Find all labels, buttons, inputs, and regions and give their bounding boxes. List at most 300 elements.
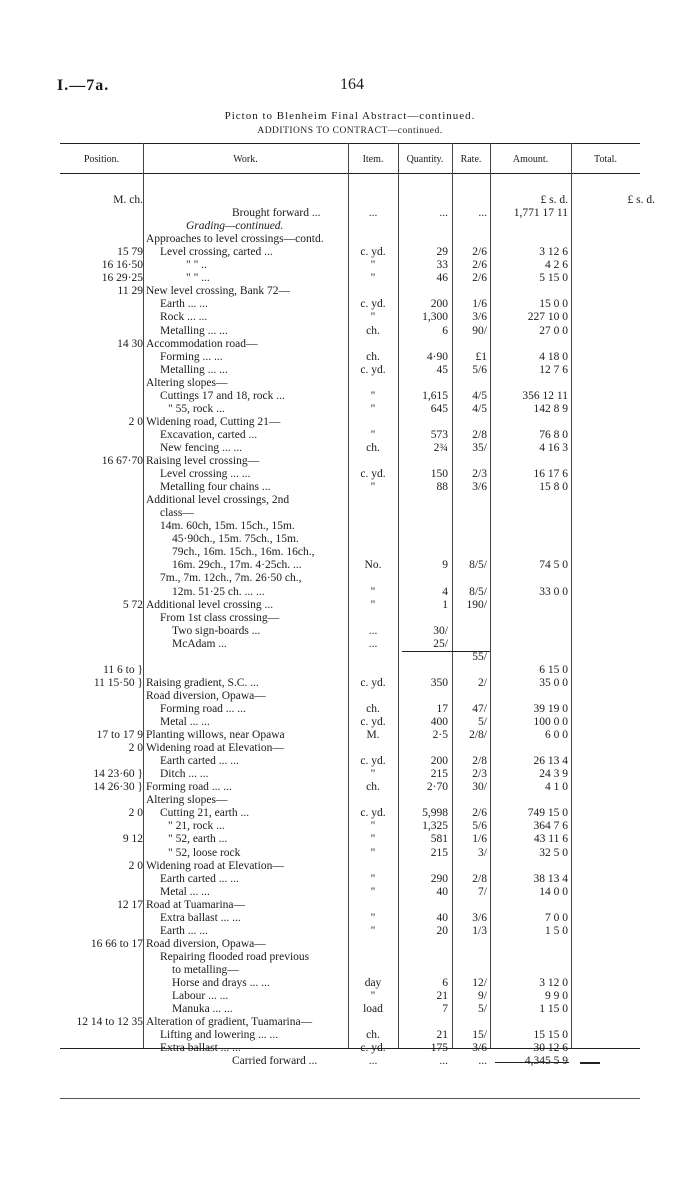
amount-cell: 6 15 0 [539, 663, 568, 676]
item-cell: ch. [366, 702, 380, 715]
amount-cell: 749 15 0 [527, 807, 568, 820]
col-header-work: Work. [233, 154, 258, 165]
amount-cell: 4 16 3 [539, 441, 568, 454]
quantity-cell: 6 [442, 977, 448, 989]
work-cell: Additional level crossings, 2nd [146, 494, 290, 507]
amount-cell: 7 0 0 [545, 911, 568, 924]
amount-cell: 33 0 0 [539, 585, 568, 598]
work-cell: Extra ballast ... ... [160, 1042, 241, 1055]
table-row [0, 546, 700, 559]
quantity-cell: 2·70 [426, 781, 448, 794]
work-cell: " " ... [186, 272, 210, 285]
table-row [0, 703, 700, 716]
rate-cell: 5/ [478, 716, 487, 728]
work-cell: Altering slopes— [146, 794, 228, 807]
rate-cell: 190/ [466, 598, 487, 611]
rate-cell: 3/6 [472, 311, 487, 324]
quantity-cell: 9 [442, 559, 448, 572]
item-cell: day [364, 977, 382, 989]
item-cell: ... [368, 624, 378, 637]
item-cell: ch. [366, 350, 380, 363]
rate-cell: 15/ [472, 1029, 487, 1042]
amount-cell: 4 2 6 [545, 259, 568, 272]
rate-cell: 3/6 [472, 911, 487, 924]
page-id: I.—7a. [57, 77, 110, 94]
quantity-cell: 4 [442, 585, 448, 598]
table-row [0, 351, 700, 364]
table-row [0, 625, 700, 638]
amount-cell: 4 1 0 [545, 781, 568, 794]
quantity-cell: 88 [436, 481, 448, 494]
position-cell: 14 23·60 } [93, 768, 143, 781]
table-row [0, 886, 700, 899]
table-row [0, 325, 700, 338]
table-row [0, 599, 700, 612]
position-cell: 2 0 [128, 859, 143, 872]
item-cell: c. yd. [360, 1042, 386, 1055]
rate-cell: ... [478, 1055, 487, 1068]
rate-cell: 90/ [472, 324, 487, 337]
amount-cell: 15 8 0 [539, 481, 568, 494]
quantity-cell: 150 [430, 468, 448, 481]
item-cell: c. yd. [360, 298, 386, 311]
work-cell: Approaches to level crossings—contd. [146, 233, 324, 246]
quantity-cell: 17 [436, 702, 448, 715]
table-row [0, 990, 700, 1003]
work-cell: 7m., 7m. 12ch., 7m. 26·50 ch., [160, 572, 302, 585]
rate-cell: 12/ [472, 977, 487, 989]
col-header-total: Total. [594, 154, 617, 165]
work-cell: " 55, rock ... [168, 402, 225, 415]
position-cell: 16 16·50 [101, 259, 143, 272]
item-cell: c. yd. [360, 676, 386, 689]
rate-cell: 2/6 [472, 807, 487, 820]
rate-cell: 9/ [478, 990, 487, 1003]
rate-cell: 5/ [478, 1003, 487, 1016]
table-title: Picton to Blenheim Final Abstract—continued. [224, 110, 476, 122]
rate-cell: 3/6 [472, 481, 487, 494]
table-row [0, 272, 700, 285]
table-row [0, 1029, 700, 1042]
work-cell: Widening road, Cutting 21— [146, 415, 281, 428]
work-cell: 16m. 29ch., 17m. 4·25ch. ... [172, 559, 302, 572]
table-row [0, 820, 700, 833]
table-row [0, 977, 700, 990]
table-row [0, 403, 700, 416]
work-cell: Cuttings 17 and 18, rock ... [160, 389, 285, 402]
table-row [0, 572, 700, 585]
rate-cell: 35/ [472, 441, 487, 454]
table-row [0, 664, 700, 677]
amount-cell: 26 13 4 [533, 755, 568, 768]
work-cell: Repairing flooded road previous [160, 950, 310, 963]
item-cell: ch. [366, 441, 380, 454]
item-cell: " [370, 820, 376, 833]
item-cell: ... [368, 1055, 378, 1068]
item-cell: " [370, 272, 376, 285]
table-row [0, 468, 700, 481]
item-cell: " [370, 259, 376, 272]
work-cell: Earth ... ... [160, 298, 208, 311]
work-cell: Lifting and lowering ... ... [160, 1029, 279, 1042]
amount-cell: 38 13 4 [533, 872, 568, 885]
rate-cell: 4/5 [472, 402, 487, 415]
amount-cell: 1 5 0 [545, 924, 568, 937]
quantity-cell: 5,998 [422, 807, 448, 820]
table-row [0, 377, 700, 390]
table-row [0, 494, 700, 507]
quantity-cell: 25/ [433, 637, 448, 650]
table-row [0, 429, 700, 442]
table-row [0, 847, 700, 860]
amount-cell: 364 7 6 [533, 820, 568, 833]
quantity-cell: 21 [436, 1029, 448, 1042]
rate-cell: 3/ [478, 846, 487, 859]
rate-cell: 4/5 [472, 389, 487, 402]
rate-cell: 2/8 [472, 872, 487, 885]
quantity-cell: 175 [430, 1042, 448, 1055]
col-header-position: Position. [83, 154, 120, 165]
amount-cell: 15 0 0 [539, 298, 568, 311]
amount-cell: 4 18 0 [539, 350, 568, 363]
work-cell: Widening road at Elevation— [146, 859, 284, 872]
amount-cell: 1 15 0 [539, 1003, 568, 1016]
work-cell: Level crossing, carted ... [160, 246, 273, 259]
table-row [0, 925, 700, 938]
work-cell: Labour ... ... [172, 990, 229, 1003]
item-cell: " [370, 885, 376, 898]
work-cell: Two sign-boards ... [172, 624, 261, 637]
amount-cell: 27 0 0 [539, 324, 568, 337]
table-row [0, 416, 700, 429]
rate-cell: 1/3 [472, 924, 487, 937]
quantity-cell: 2·5 [432, 729, 448, 742]
table-row [0, 781, 700, 794]
item-cell: " [370, 585, 376, 598]
work-cell: " 52, earth ... [168, 833, 228, 846]
amount-cell: £ s. d. [540, 194, 568, 206]
work-cell: Forming road ... ... [146, 781, 232, 794]
table-row [0, 246, 700, 259]
item-cell: ... [368, 207, 378, 220]
rate-cell: 8/5/ [469, 585, 487, 598]
position-cell: 11 29 [117, 285, 143, 298]
amount-cell: 6 0 0 [545, 729, 568, 742]
rate-cell: 3/6 [472, 1042, 487, 1055]
table-row [0, 194, 700, 207]
quantity-cell: 645 [430, 402, 448, 415]
amount-cell: 16 17 6 [533, 468, 568, 481]
quantity-cell: 46 [436, 272, 448, 285]
work-cell: Metal ... ... [160, 885, 210, 898]
table-row [0, 259, 700, 272]
work-cell: 14m. 60ch, 15m. 15ch., 15m. [160, 520, 295, 533]
item-cell: " [370, 402, 376, 415]
quantity-cell: 40 [436, 911, 448, 924]
position-cell: 2 0 [128, 742, 143, 755]
table-row [0, 899, 700, 912]
table-row [0, 651, 700, 664]
work-cell: Level crossing ... ... [160, 468, 251, 481]
work-cell: Road diversion, Opawa— [146, 689, 266, 702]
work-cell: 79ch., 16m. 15ch., 16m. 16ch., [172, 546, 315, 559]
footer-rule [60, 1098, 640, 1099]
rate-cell: 1/6 [472, 833, 487, 846]
rate-cell: 2/6 [472, 259, 487, 272]
item-cell: " [370, 846, 376, 859]
work-cell: Alteration of gradient, Tuamarina— [146, 1016, 313, 1029]
item-cell: " [370, 990, 376, 1003]
rate-cell: 5/6 [472, 820, 487, 833]
rate-cell: 2/6 [472, 272, 487, 285]
item-cell: " [370, 428, 376, 441]
position-cell: 11 15·50 } [93, 676, 143, 689]
quantity-cell: 215 [430, 768, 448, 781]
col-header-item: Item. [362, 154, 384, 165]
table-row [0, 586, 700, 599]
work-cell: Cutting 21, earth ... [160, 807, 250, 820]
work-cell: From 1st class crossing— [160, 611, 280, 624]
rate-cell: 2/ [478, 676, 487, 689]
work-cell: Raising level crossing— [146, 455, 260, 467]
top-rule [60, 143, 640, 144]
work-cell: Brought forward ... [232, 207, 321, 220]
item-cell: " [370, 768, 376, 781]
quantity-cell: 33 [436, 259, 448, 272]
work-cell: Rock ... ... [160, 311, 208, 324]
col-header-rate: Rate. [460, 154, 482, 165]
work-cell: " 52, loose rock [168, 846, 241, 859]
rate-cell: 2/8 [472, 428, 487, 441]
item-cell: c. yd. [360, 246, 386, 259]
quantity-cell: 4·90 [426, 350, 448, 363]
table-row [0, 559, 700, 572]
work-cell: class— [160, 507, 194, 520]
item-cell: c. yd. [360, 363, 386, 376]
position-cell: 17 to 17 9 [96, 729, 143, 742]
item-cell: " [370, 389, 376, 402]
amount-cell: 1,771 17 11 [513, 207, 568, 220]
quantity-cell: 400 [430, 716, 448, 728]
table-row [0, 1016, 700, 1029]
item-cell: " [370, 911, 376, 924]
table-row [0, 755, 700, 768]
rate-cell: 47/ [472, 702, 487, 715]
position-cell: 2 0 [128, 807, 143, 820]
amount-cell: 74 5 0 [539, 559, 568, 572]
amount-cell: 32 5 0 [539, 846, 568, 859]
quantity-cell: 1,300 [422, 311, 448, 324]
position-cell: 12 17 [117, 898, 143, 911]
table-row [0, 1055, 700, 1068]
item-cell: c. yd. [360, 755, 386, 768]
table-row [0, 690, 700, 703]
item-cell: No. [364, 559, 382, 572]
work-cell: Excavation, carted ... [160, 428, 258, 441]
amount-cell: 227 10 0 [527, 311, 568, 324]
quantity-cell: 350 [430, 676, 448, 689]
quantity-cell: ... [439, 207, 448, 220]
quantity-cell: 200 [430, 755, 448, 768]
table-row [0, 677, 700, 690]
work-cell: Earth carted ... ... [160, 872, 239, 885]
rate-cell: £1 [475, 350, 487, 363]
table-row [0, 860, 700, 873]
table-row [0, 742, 700, 755]
table-row [0, 912, 700, 925]
table-row [0, 220, 700, 233]
work-cell: Carried forward ... [232, 1055, 318, 1068]
quantity-cell: 2¾ [433, 441, 448, 454]
quantity-cell: 1,325 [422, 820, 448, 833]
quantity-cell: 7 [442, 1003, 448, 1016]
work-cell: Additional level crossing ... [146, 598, 274, 611]
table-row [0, 338, 700, 351]
position-cell: 16 66 to 17 [90, 937, 143, 950]
work-cell: Extra ballast ... ... [160, 911, 241, 924]
table-row [0, 807, 700, 820]
table-row [0, 311, 700, 324]
work-cell: Metalling four chains ... [160, 481, 271, 494]
quantity-cell: 581 [430, 833, 448, 846]
total-cell: £ s. d. [627, 194, 655, 206]
quantity-cell: 1 [442, 598, 448, 611]
amount-cell: 15 15 0 [533, 1029, 568, 1042]
amount-cell: 3 12 6 [539, 246, 568, 259]
rate-cell: 2/6 [472, 246, 487, 259]
amount-cell: 12 7 6 [539, 363, 568, 376]
quantity-cell: 21 [436, 990, 448, 1003]
quantity-cell: 573 [430, 428, 448, 441]
table-row [0, 390, 700, 403]
quantity-cell: 45 [436, 363, 448, 376]
rate-cell: 30/ [472, 781, 487, 794]
table-row [0, 794, 700, 807]
table-row [0, 233, 700, 246]
rate-cell: 2/3 [472, 468, 487, 481]
table-row [0, 520, 700, 533]
work-cell: Metalling ... ... [160, 363, 228, 376]
work-cell: Earth ... ... [160, 924, 208, 937]
item-cell: c. yd. [360, 807, 386, 820]
amount-cell: 30 12 6 [533, 1042, 568, 1055]
amount-cell: 76 8 0 [539, 428, 568, 441]
position-cell: 16 67·70 [101, 455, 143, 467]
rate-cell: 8/5/ [469, 559, 487, 572]
work-cell: " 21, rock ... [168, 820, 225, 833]
table-row [0, 364, 700, 377]
rate-cell: 2/8 [472, 755, 487, 768]
table-row [0, 455, 700, 468]
item-cell: " [370, 598, 376, 611]
work-cell: Ditch ... ... [160, 768, 209, 781]
quantity-cell: 30/ [433, 624, 448, 637]
table-row [0, 298, 700, 311]
work-cell: Widening road at Elevation— [146, 742, 284, 755]
item-cell: " [370, 481, 376, 494]
position-cell: 14 30 [117, 337, 143, 350]
position-cell: 9 12 [122, 833, 143, 846]
position-cell: 2 0 [128, 415, 143, 428]
work-cell: Horse and drays ... ... [172, 977, 270, 989]
amount-cell: 5 15 0 [539, 272, 568, 285]
item-cell: ch. [366, 324, 380, 337]
item-cell: M. [366, 729, 380, 742]
position-cell: 11 6 to } [103, 663, 143, 676]
rate-cell: 2/3 [472, 768, 487, 781]
quantity-cell: 290 [430, 872, 448, 885]
work-cell: Forming ... ... [160, 350, 223, 363]
table-row [0, 768, 700, 781]
table-row [0, 207, 700, 220]
amount-cell: 3 12 0 [539, 977, 568, 989]
work-cell: 12m. 51·25 ch. ... ... [172, 585, 265, 598]
table-row [0, 533, 700, 546]
work-cell: Earth carted ... ... [160, 755, 239, 768]
amount-cell: 9 9 0 [545, 990, 568, 1003]
quantity-cell: 1,615 [422, 389, 448, 402]
amount-cell: 24 3 9 [539, 768, 568, 781]
work-cell: Raising gradient, S.C. ... [146, 676, 259, 689]
table-row [0, 716, 700, 729]
work-cell: to metalling— [172, 963, 239, 976]
work-cell: McAdam ... [172, 637, 227, 650]
work-cell: Road at Tuamarina— [146, 898, 246, 911]
table-row [0, 507, 700, 520]
item-cell: ... [368, 637, 378, 650]
work-cell: Metalling ... ... [160, 324, 228, 337]
amount-cell: 14 0 0 [539, 885, 568, 898]
work-cell: Metal ... ... [160, 716, 210, 728]
page-number: 164 [340, 76, 364, 93]
work-cell: New level crossing, Bank 72— [146, 285, 291, 298]
item-cell: " [370, 833, 376, 846]
position-cell: M. ch. [113, 194, 143, 206]
amount-cell: 39 19 0 [533, 702, 568, 715]
table-subtitle: ADDITIONS TO CONTRACT—continued. [257, 126, 443, 136]
rate-cell: 5/6 [472, 363, 487, 376]
work-cell: Altering slopes— [146, 376, 228, 389]
work-cell: Grading—continued. [186, 220, 284, 233]
rate-cell: 55/ [472, 650, 487, 663]
col-header-amount: Amount. [512, 154, 549, 165]
table-row [0, 481, 700, 494]
position-cell: 16 29·25 [101, 272, 143, 285]
table-row [0, 285, 700, 298]
quantity-cell: 29 [436, 246, 448, 259]
work-cell: New fencing ... ... [160, 441, 243, 454]
quantity-cell: 215 [430, 846, 448, 859]
item-cell: c. yd. [360, 468, 386, 481]
table-row [0, 1042, 700, 1055]
rate-cell: ... [478, 207, 487, 220]
rate-cell: 7/ [478, 885, 487, 898]
item-cell: ch. [366, 1029, 380, 1042]
table-row [0, 964, 700, 977]
header-rule [60, 173, 640, 174]
rate-cell: 1/6 [472, 298, 487, 311]
table-row [0, 612, 700, 625]
work-cell: Accommodation road— [146, 337, 258, 350]
table-row [0, 873, 700, 886]
position-cell: 15 79 [117, 246, 143, 259]
rate-cell: 2/8/ [469, 729, 487, 742]
item-cell: load [363, 1003, 383, 1016]
quantity-cell: 40 [436, 885, 448, 898]
item-cell: c. yd. [360, 716, 386, 728]
quantity-cell: ... [439, 1055, 448, 1068]
work-cell: Road diversion, Opawa— [146, 937, 266, 950]
